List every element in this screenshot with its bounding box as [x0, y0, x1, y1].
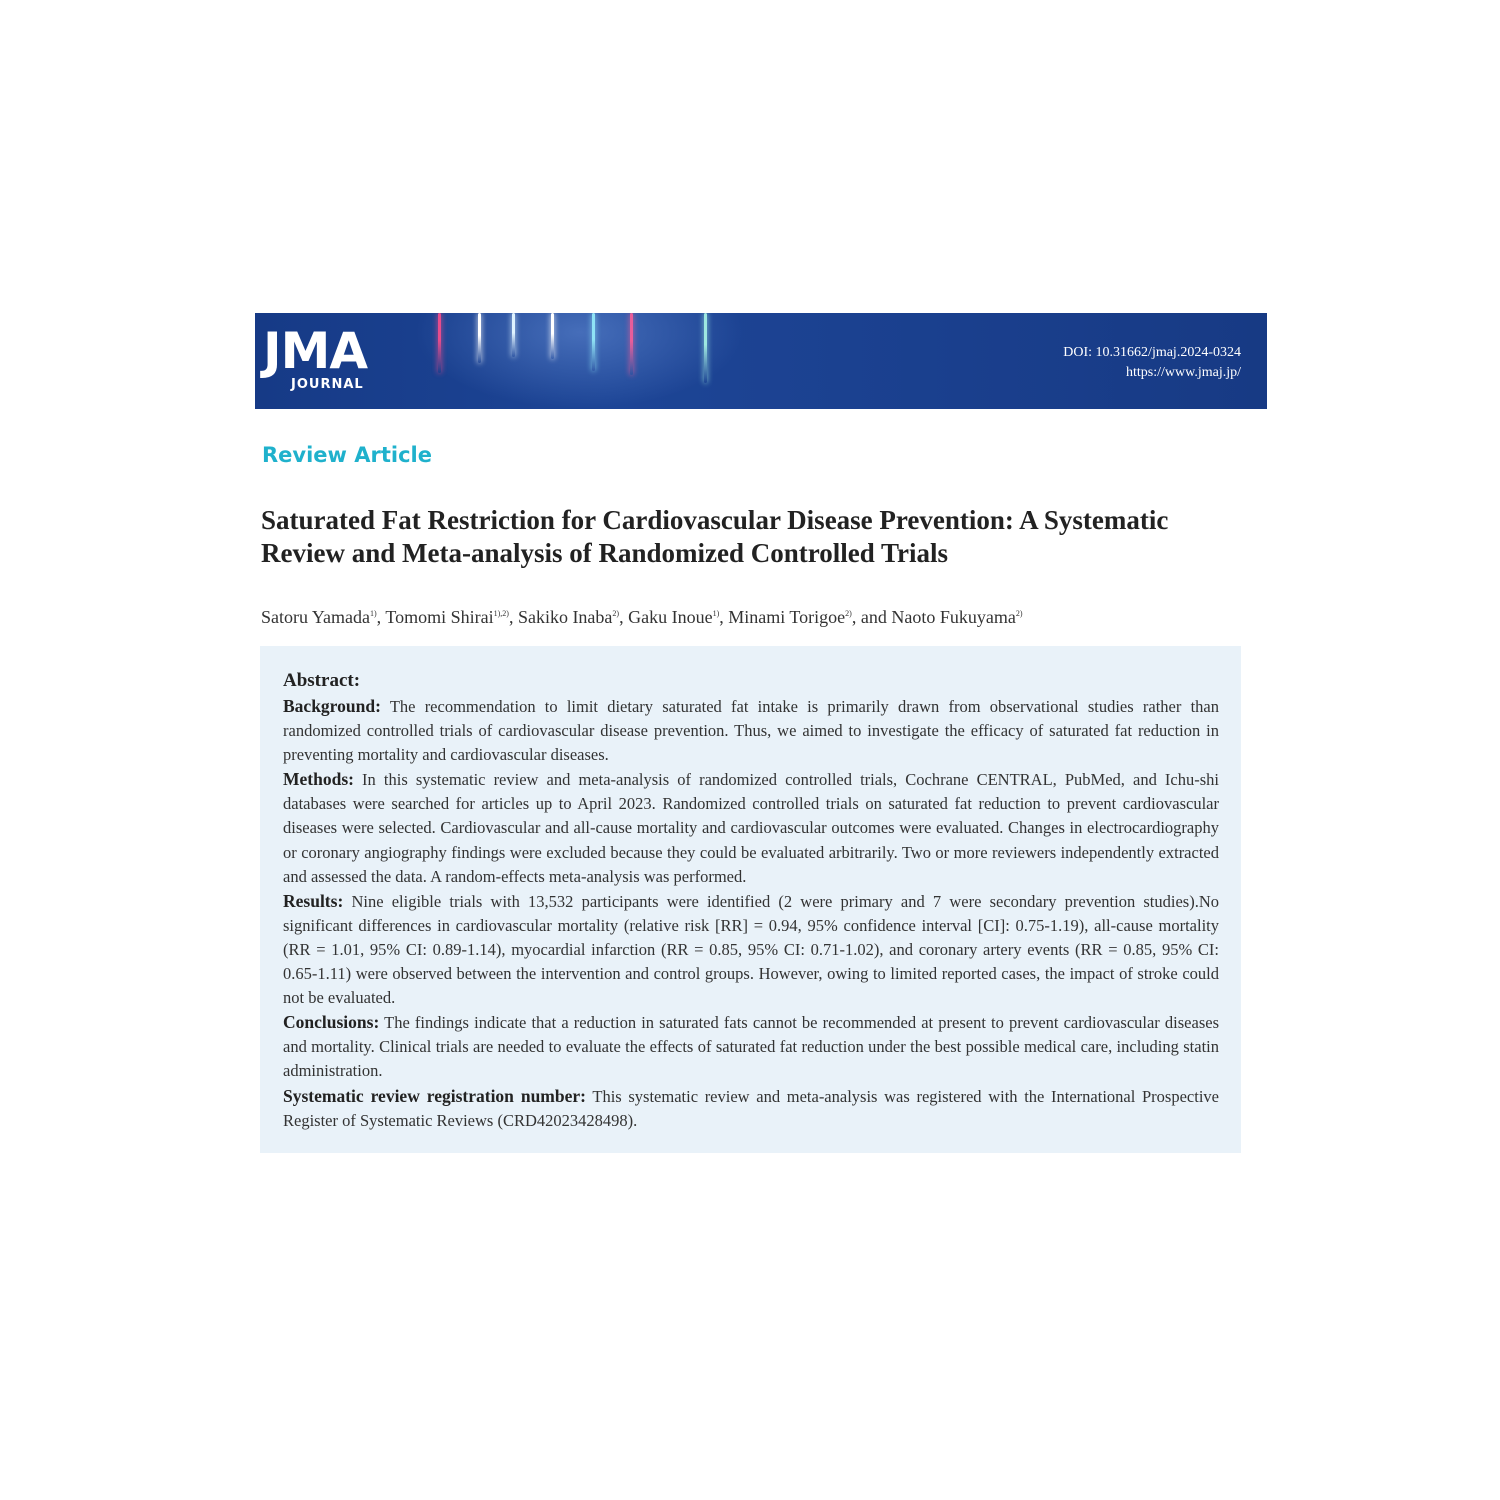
author-name: Sakiko Inaba: [517, 607, 613, 627]
author-affiliation: 2): [1015, 609, 1023, 618]
abstract-heading: Abstract:: [283, 670, 361, 691]
abstract-section-text: The recommendation to limit dietary saturated fat intake is primarily drawn from observational studies rather than randomized controlled trials of cardiovascular disease prevention. Thus, we aimed to investigate the efficacy of saturated fat reduction in preventing mortality and cardiovascular diseases.: [283, 697, 1219, 765]
abstract-content: [283, 668, 1219, 1133]
abstract-section: [283, 1084, 1219, 1133]
author-separator: ,: [376, 607, 386, 627]
author-list: [261, 602, 1241, 629]
banner-stripe: [551, 313, 554, 359]
journal-url[interactable]: https://www.jmaj.jp/: [1126, 365, 1241, 380]
abstract-section: [283, 889, 1219, 1010]
banner-stripe: [478, 313, 481, 363]
abstract-section-label: Background:: [283, 696, 381, 716]
author-separator: ,: [619, 607, 629, 627]
abstract-section-text: The findings indicate that a reduction in saturated fats cannot be recommended at present to prevent cardiovascular diseases and mortality. Clinical trials are needed to evaluate the effects of saturated fat reduction under the best possible medical care, including statin administration.: [283, 1013, 1219, 1081]
author-separator: , and: [851, 607, 892, 627]
banner-stripe: [438, 313, 441, 373]
author-name: Minami Torigoe: [728, 607, 846, 627]
author-affiliation: 2): [612, 609, 620, 618]
banner-stripe: [592, 313, 595, 371]
author-name: Satoru Yamada: [261, 607, 370, 627]
author-separator: ,: [508, 607, 518, 627]
doi-text[interactable]: DOI: 10.31662/jmaj.2024-0324: [1063, 345, 1241, 360]
abstract-section: [283, 694, 1219, 767]
banner-stripe: [630, 313, 633, 375]
abstract-section-label: Conclusions:: [283, 1012, 380, 1033]
banner-stripe: [512, 313, 515, 357]
logo-sub-text: JOURNAL: [291, 377, 364, 392]
abstract-section-label: Results:: [283, 890, 344, 911]
author-affiliation: 2): [845, 609, 852, 618]
abstract-section-text: Nine eligible trials with 13,532 participants were identified (2 were primary and 7 were secondary prevention studies).No significant differences in cardiovascular mortality (relative risk [RR] = 0.94, 95% confidence interval [CI]: 0.75-1.19), all-cause mortality (RR = 1.01, 95% CI: 0.89-1.14), myocardial infarction (RR = 0.85, 95% CI: 0.71-1.02), and coronary artery events (RR = 0.85, 95% CI: 0.65-1.11) were observed between the intervention and control groups. However, owing to limited reported cases, the impact of stroke could not be evaluated.: [283, 891, 1219, 1008]
author-name: Tomomi Shirai: [385, 607, 494, 627]
abstract-section-label: Systematic review registration number:: [283, 1085, 586, 1106]
author-separator: ,: [719, 607, 729, 627]
journal-banner: [255, 313, 1267, 409]
banner-glow: [415, 313, 745, 409]
author-name: Gaku Inoue: [628, 607, 713, 627]
abstract-section-text: This systematic review and meta-analysis was registered with the International Prospective Register of Systematic Reviews (CRD42023428498).: [283, 1086, 1219, 1130]
doi-block: [1063, 343, 1241, 383]
abstract-box: [260, 646, 1241, 1153]
abstract-section: [283, 1010, 1219, 1083]
author-name: Naoto Fukuyama: [891, 607, 1016, 627]
article-title: Saturated Fat Restriction for Cardiovascular Disease Prevention: A Systematic Review and Meta-analysis of Randomized Controlled Trials: [261, 505, 1169, 568]
article-type-label: Review Article: [262, 443, 432, 467]
abstract-section: [283, 767, 1219, 888]
journal-logo: [263, 323, 393, 403]
author-affiliation: 1): [370, 609, 377, 618]
banner-stripe: [704, 313, 707, 383]
author-affiliation: 1),2): [493, 609, 509, 618]
abstract-section-text: In this systematic review and meta-analysis of randomized controlled trials, Cochrane CENTRAL, PubMed, and Ichu-shi databases were searched for articles up to April 2023. Randomized controlled trials on saturated fat reduction to prevent cardiovascular diseases were selected. Cardiovascular and all-cause mortality and cardiovascular outcomes were evaluated. Changes in electrocardiography or coronary angiography findings were excluded because they could be evaluated arbitrarily. Two or more reviewers independently extracted and assessed the data. A random-effects meta-analysis was performed.: [283, 770, 1219, 886]
abstract-section-label: Methods:: [283, 769, 354, 790]
logo-main-text: JMA: [263, 322, 368, 380]
author-affiliation: 1): [712, 609, 720, 618]
